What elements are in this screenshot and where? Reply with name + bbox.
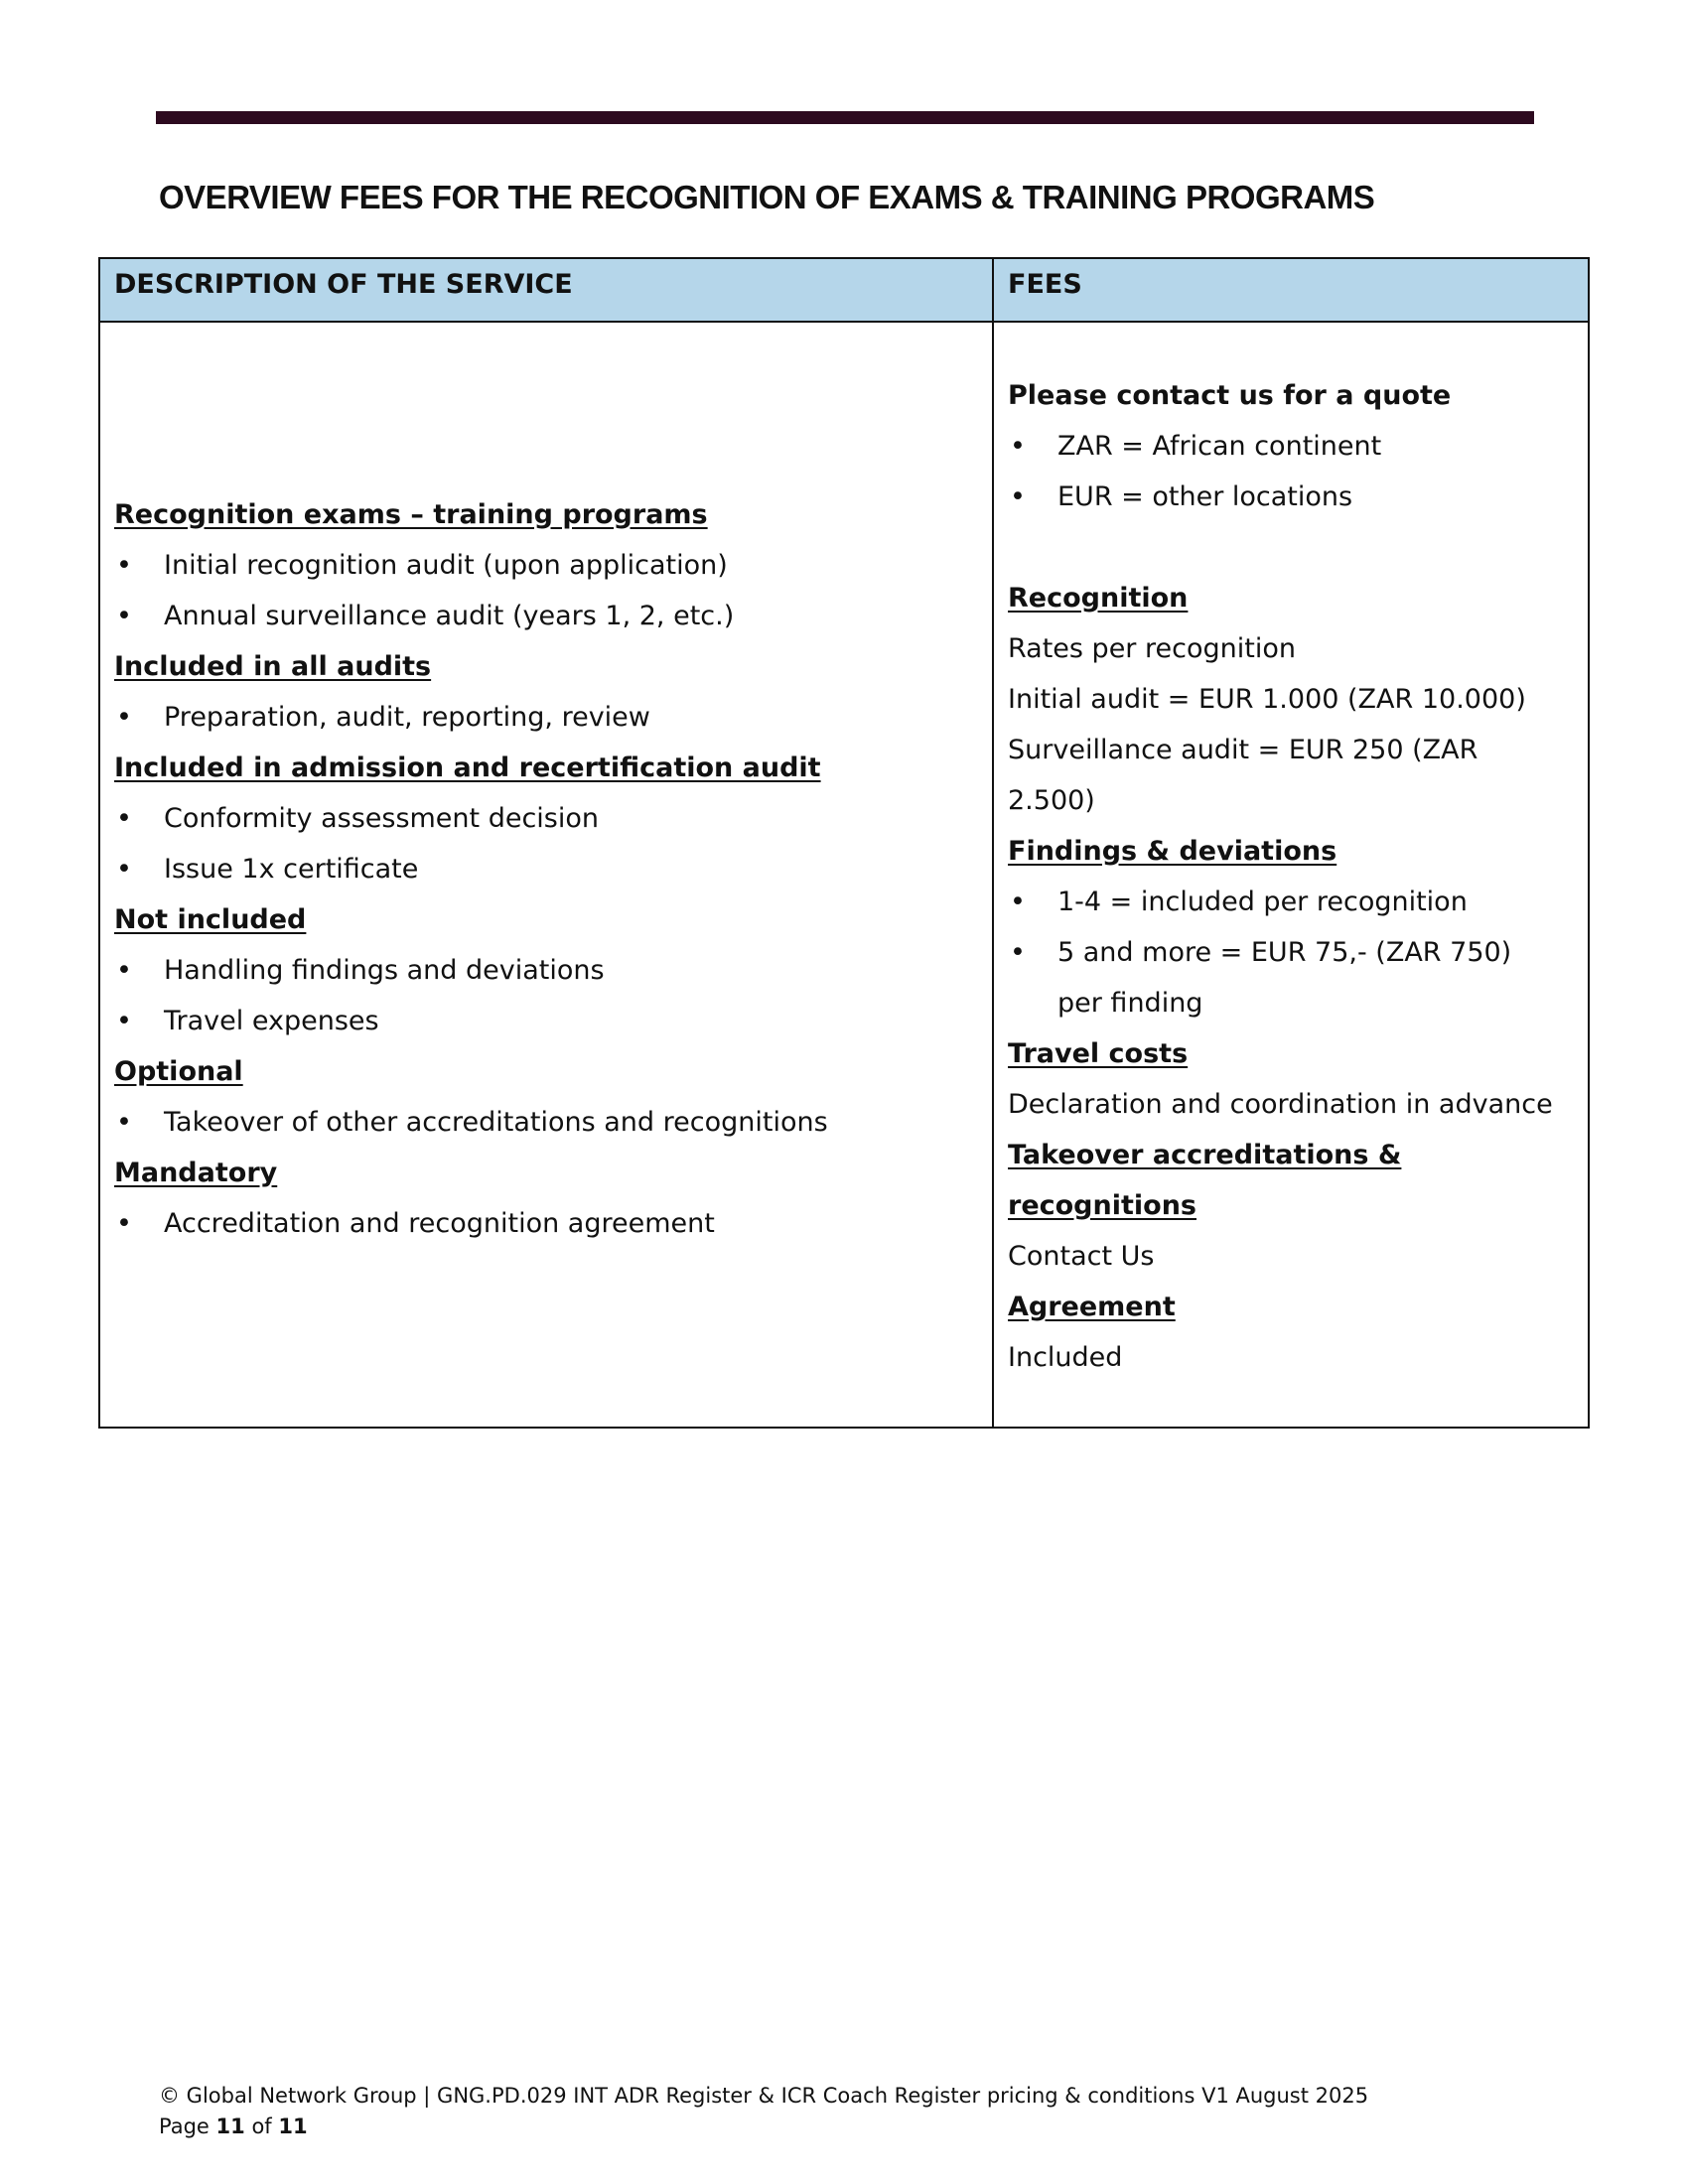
list-item: • Accreditation and recognition agreement: [114, 1198, 978, 1249]
spacer: [1008, 522, 1574, 573]
list-item: • 1-4 = included per recognition: [1008, 877, 1574, 927]
table-header-row: [99, 258, 1589, 322]
list-item: • 5 and more = EUR 75,- (ZAR 750): [1008, 927, 1574, 978]
footer-copyright: © Global Network Group | GNG.PD.029 INT ADR Register & ICR Coach Register pricing & conditions V1 August 2025: [159, 2084, 1369, 2108]
section-heading-takeover-cont: recognitions: [1008, 1190, 1196, 1221]
list-item: • Handling findings and deviations: [114, 945, 978, 996]
list-item: • Issue 1x certificate: [114, 844, 978, 894]
section-heading-findings: Findings & deviations: [1008, 836, 1337, 867]
section-heading-agreement: Agreement: [1008, 1292, 1176, 1322]
section-heading-mandatory: Mandatory: [114, 1158, 278, 1188]
list-item: • Takeover of other accreditations and recognitions: [114, 1097, 978, 1148]
page-footer: [159, 2081, 1368, 2142]
section-heading-travel-costs: Travel costs: [1008, 1038, 1189, 1069]
list-item-continuation: per finding: [1057, 988, 1203, 1019]
initial-audit-fee: Initial audit = EUR 1.000 (ZAR 10.000): [1008, 684, 1526, 715]
section-heading-recognition: Recognition exams – training programs: [114, 499, 708, 530]
description-cell: [99, 322, 993, 1428]
section-heading-not-included: Not included: [114, 904, 307, 935]
column-header-description: DESCRIPTION OF THE SERVICE: [99, 258, 993, 322]
page-label: Page: [159, 2115, 210, 2138]
list-item: • Annual surveillance audit (years 1, 2, etc.): [114, 591, 978, 641]
page-of: of: [251, 2115, 272, 2138]
header-rule: [156, 111, 1534, 124]
section-heading-included-all-audits: Included in all audits: [114, 651, 432, 682]
list-item: • ZAR = African continent: [1008, 421, 1574, 472]
table-row: [99, 322, 1589, 1428]
takeover-text: Contact Us: [1008, 1241, 1155, 1272]
list-item: • Initial recognition audit (upon application): [114, 540, 978, 591]
section-heading-takeover: Takeover accreditations &: [1008, 1140, 1402, 1170]
travel-costs-text: Declaration and coordination in advance: [1008, 1089, 1553, 1120]
fees-cell: [993, 322, 1589, 1428]
list-item: • Travel expenses: [114, 996, 978, 1046]
quote-heading: Please contact us for a quote: [1008, 380, 1452, 411]
surveillance-audit-fee-cont: 2.500): [1008, 785, 1095, 816]
section-heading-included-admission: Included in admission and recertification audit: [114, 752, 821, 783]
section-heading-optional: Optional: [114, 1056, 243, 1087]
page-current: 11: [215, 2115, 245, 2138]
list-item: • EUR = other locations: [1008, 472, 1574, 522]
agreement-text: Included: [1008, 1342, 1123, 1373]
fees-table: [98, 257, 1590, 1429]
rates-line: Rates per recognition: [1008, 633, 1296, 664]
document-title: OVERVIEW FEES FOR THE RECOGNITION OF EXAMS & TRAINING PROGRAMS: [159, 179, 1375, 215]
footer-page-number: [159, 2112, 1368, 2142]
surveillance-audit-fee: Surveillance audit = EUR 250 (ZAR: [1008, 735, 1478, 765]
section-heading-recognition-fees: Recognition: [1008, 583, 1189, 614]
page-total: 11: [278, 2115, 308, 2138]
list-item: • Conformity assessment decision: [114, 793, 978, 844]
list-item: • Preparation, audit, reporting, review: [114, 692, 978, 743]
column-header-fees: FEES: [993, 258, 1589, 322]
